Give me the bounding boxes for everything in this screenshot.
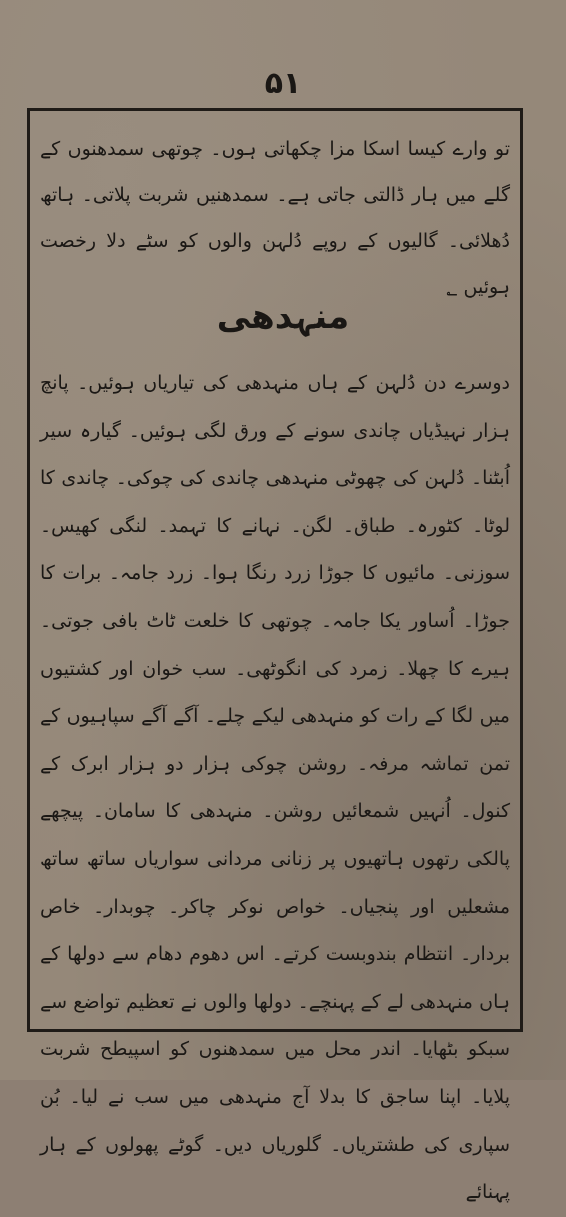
section-paragraph <box>40 360 510 1217</box>
intro-paragraph <box>40 126 510 310</box>
page-number: ۵۱ <box>264 66 302 101</box>
section-heading: منہدھی <box>216 297 350 337</box>
section-text: دوسرے دن دُلہن کے ہاں منہدھی کی تیاریاں ہوئیں۔ پانچ ہزار نہیڈیاں چاندی سونے کے ورق لگی ہوئیں۔ گیارہ سیر اُبٹنا۔ دُلہن کی چھوٹی منہدھی چاندی کی چوکی۔ چاندی کا لوٹا۔ کٹورہ۔ طباق۔ لگن۔ نہانے کا تہمد۔ لنگی کھیس۔ سوزنی۔ مائیوں کا جوڑا زرد رنگا ہوا۔ زرد جامہ۔ برات کا جوڑا۔ اُساور یکا جامہ۔ چوتھی کا خلعت ٹاٹ بافی جوتی۔ ہیرے کا چھلا۔ زمرد کی انگوٹھی۔ سب خوان اور کشتیوں میں لگا کے رات کو منہدھی لیکے چلے۔ آگے آگے سپاہیوں کے تمن تماشہ مرفہ۔ روشن چوکی ہزار دو ہزار ابرک کے کنول۔ اُنہیں شمعائیں روشن۔ منہدھی کا سامان۔ پیچھے پالکی رتھوں ہاتھیوں پر زنانی مردانی سواریاں ساتھ ساتھ مشعلیں اور پنجیاں۔ خواص نوکر چاکر۔ چوبدار۔ خاص بردار۔ انتظام بندوبست کرتے۔ اس دھوم دھام سے دولھا کے ہاں منہدھی لے کے پہنچے۔ دولھا والوں نے تعظیم تواضع سے سبکو بٹھایا۔ اندر محل میں سمدھنوں کو اسپیطح شربت پلایا۔ اپنا ساجق کا بدلا آج منہدھی میں سب نے لیا۔ بُن سپاری کی طشتریاں۔ گلوریاں دیں۔ گوٹے پھولوں کے ہار پہنائے <box>40 372 510 1204</box>
intro-text: تو وارے کیسا اسکا مزا چکھاتی ہوں۔ چوتھی سمدھنوں کے گلے میں ہار ڈالتی جاتی ہے۔ سمدھنیں شربت پلاتی۔ ہاتھ دُھلائی۔ گالیوں کے روپے دُلہن والوں کو سٹے دلا رخصت ہوئیں ؂ <box>40 138 510 298</box>
